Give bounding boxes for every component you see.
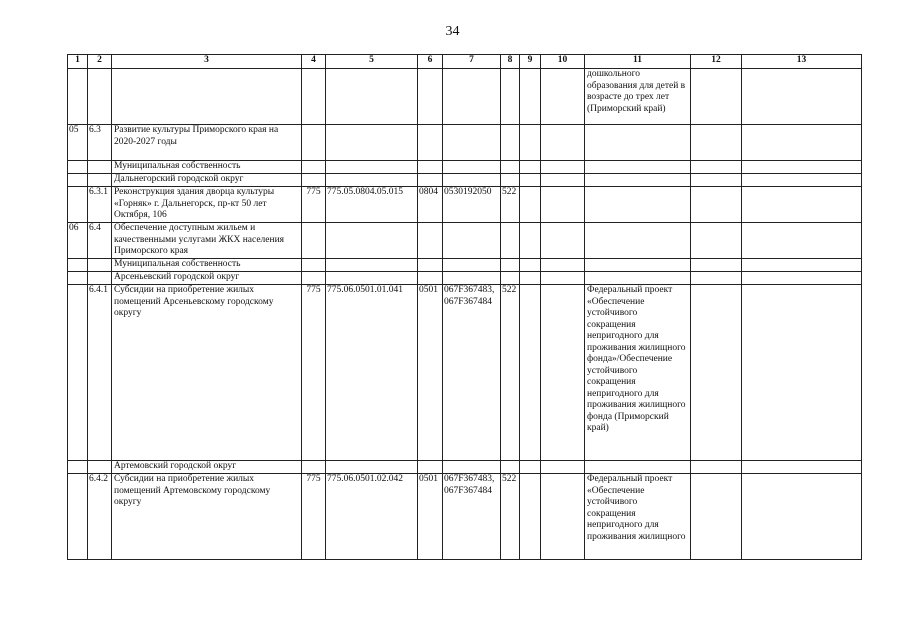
cell-col-12: [691, 474, 742, 560]
cell-col-2: [88, 174, 112, 187]
cell-col-2: [88, 259, 112, 272]
cell-col-2: [88, 272, 112, 285]
cell-col-1: [68, 187, 88, 223]
cell-col-2: 6.3: [88, 125, 112, 161]
cell-col-4: [302, 223, 326, 259]
cell-col-1: [68, 161, 88, 174]
cell-col-7: [443, 69, 501, 125]
cell-col-7: [443, 174, 501, 187]
cell-col-6: 0804: [418, 187, 443, 223]
cell-col-7: 0530192050: [443, 187, 501, 223]
cell-col-4: [302, 69, 326, 125]
cell-col-8: [501, 259, 520, 272]
page-number: 34: [445, 24, 460, 39]
cell-col-3: Муниципальная собственность: [112, 259, 302, 272]
cell-col-2: [88, 69, 112, 125]
cell-col-7: [443, 125, 501, 161]
cell-col-12: [691, 174, 742, 187]
cell-col-2: [88, 461, 112, 474]
cell-col-4: [302, 125, 326, 161]
cell-col-13: [742, 461, 862, 474]
cell-col-10: [541, 125, 585, 161]
cell-col-7: [443, 259, 501, 272]
cell-col-3: Субсидии на приобретение жилых помещений Артемовскому городскому округу: [112, 474, 302, 560]
cell-col-1: [68, 272, 88, 285]
cell-col-1: 06: [68, 223, 88, 259]
cell-col-12: [691, 161, 742, 174]
cell-col-12: [691, 285, 742, 461]
cell-col-6: [418, 223, 443, 259]
table-row: [68, 161, 862, 174]
cell-col-5: [326, 272, 418, 285]
cell-col-10: [541, 259, 585, 272]
cell-col-13: [742, 69, 862, 125]
cell-col-3: [112, 69, 302, 125]
col-header: 3: [112, 55, 302, 69]
cell-col-10: [541, 285, 585, 461]
cell-col-5: [326, 223, 418, 259]
cell-col-6: [418, 174, 443, 187]
col-header: 5: [326, 55, 418, 69]
cell-col-5: [326, 174, 418, 187]
cell-col-12: [691, 223, 742, 259]
cell-col-1: 05: [68, 125, 88, 161]
cell-col-3: Артемовский городской округ: [112, 461, 302, 474]
cell-col-10: [541, 272, 585, 285]
cell-col-9: [520, 187, 541, 223]
cell-col-11: Федеральный проект «Обеспечение устойчивого сокращения непригодного для проживания жилищного: [585, 474, 691, 560]
cell-col-6: 0501: [418, 474, 443, 560]
cell-col-7: 067F367483, 067F367484: [443, 285, 501, 461]
cell-col-9: [520, 474, 541, 560]
cell-col-8: [501, 223, 520, 259]
col-header: 8: [501, 55, 520, 69]
cell-col-2: 6.4: [88, 223, 112, 259]
cell-col-6: [418, 69, 443, 125]
cell-col-4: [302, 174, 326, 187]
cell-col-4: 775: [302, 474, 326, 560]
cell-col-11: [585, 223, 691, 259]
cell-col-7: [443, 461, 501, 474]
cell-col-12: [691, 461, 742, 474]
cell-col-7: [443, 161, 501, 174]
cell-col-6: [418, 461, 443, 474]
cell-col-11: [585, 125, 691, 161]
cell-col-13: [742, 174, 862, 187]
cell-col-4: [302, 461, 326, 474]
cell-col-11: [585, 461, 691, 474]
cell-col-8: 522: [501, 285, 520, 461]
cell-col-7: 067F367483, 067F367484: [443, 474, 501, 560]
table-row: [68, 125, 862, 161]
cell-col-8: [501, 125, 520, 161]
cell-col-5: 775.05.0804.05.015: [326, 187, 418, 223]
cell-col-5: [326, 125, 418, 161]
cell-col-3: Арсеньевский городской округ: [112, 272, 302, 285]
cell-col-9: [520, 223, 541, 259]
cell-col-11: [585, 272, 691, 285]
cell-col-6: [418, 259, 443, 272]
cell-col-9: [520, 259, 541, 272]
col-header: 2: [88, 55, 112, 69]
cell-col-12: [691, 69, 742, 125]
cell-col-10: [541, 223, 585, 259]
cell-col-10: [541, 474, 585, 560]
table-row: [68, 474, 862, 560]
table-row: [68, 272, 862, 285]
col-header: 10: [541, 55, 585, 69]
cell-col-11: [585, 174, 691, 187]
cell-col-1: [68, 461, 88, 474]
cell-col-1: [68, 174, 88, 187]
cell-col-13: [742, 474, 862, 560]
cell-col-8: [501, 461, 520, 474]
cell-col-3: Субсидии на приобретение жилых помещений Арсеньевскому городскому округу: [112, 285, 302, 461]
cell-col-5: [326, 461, 418, 474]
cell-col-5: [326, 69, 418, 125]
cell-col-8: [501, 174, 520, 187]
cell-col-11: Федеральный проект «Обеспечение устойчивого сокращения непригодного для проживания жилищного фонда»/Обеспечение устойчивого сокращения непригодного для проживания жилищного фонда (Приморский край): [585, 285, 691, 461]
cell-col-6: [418, 125, 443, 161]
table-row: [68, 69, 862, 125]
col-header: 13: [742, 55, 862, 69]
cell-col-9: [520, 272, 541, 285]
cell-col-11: дошкольного образования для детей в возрасте до трех лет (Приморский край): [585, 69, 691, 125]
cell-col-13: [742, 161, 862, 174]
cell-col-10: [541, 461, 585, 474]
budget-table: [67, 54, 862, 560]
cell-col-2: [88, 161, 112, 174]
cell-col-4: 775: [302, 285, 326, 461]
cell-col-11: [585, 161, 691, 174]
col-header: 9: [520, 55, 541, 69]
cell-col-2: 6.4.1: [88, 285, 112, 461]
cell-col-13: [742, 125, 862, 161]
cell-col-8: 522: [501, 187, 520, 223]
col-header: 6: [418, 55, 443, 69]
col-header: 1: [68, 55, 88, 69]
cell-col-8: [501, 272, 520, 285]
cell-col-1: [68, 285, 88, 461]
cell-col-6: [418, 161, 443, 174]
cell-col-7: [443, 272, 501, 285]
table-row: [68, 223, 862, 259]
cell-col-12: [691, 272, 742, 285]
cell-col-13: [742, 272, 862, 285]
cell-col-9: [520, 174, 541, 187]
cell-col-7: [443, 223, 501, 259]
cell-col-4: [302, 272, 326, 285]
cell-col-2: 6.4.2: [88, 474, 112, 560]
cell-col-5: [326, 161, 418, 174]
cell-col-5: 775.06.0501.01.041: [326, 285, 418, 461]
cell-col-10: [541, 69, 585, 125]
cell-col-9: [520, 69, 541, 125]
col-header: 11: [585, 55, 691, 69]
cell-col-13: [742, 223, 862, 259]
cell-col-6: 0501: [418, 285, 443, 461]
cell-col-12: [691, 187, 742, 223]
cell-col-2: 6.3.1: [88, 187, 112, 223]
cell-col-1: [68, 474, 88, 560]
cell-col-9: [520, 161, 541, 174]
cell-col-5: [326, 259, 418, 272]
cell-col-10: [541, 174, 585, 187]
cell-col-9: [520, 285, 541, 461]
table-row: [68, 187, 862, 223]
cell-col-4: 775: [302, 187, 326, 223]
cell-col-8: 522: [501, 474, 520, 560]
cell-col-3: Реконструкция здания дворца культуры «Горняк» г. Дальнегорск, пр-кт 50 лет Октября, 106: [112, 187, 302, 223]
table-row: [68, 461, 862, 474]
cell-col-12: [691, 125, 742, 161]
cell-col-1: [68, 259, 88, 272]
cell-col-8: [501, 161, 520, 174]
table-row: [68, 285, 862, 461]
cell-col-4: [302, 259, 326, 272]
cell-col-9: [520, 125, 541, 161]
cell-col-8: [501, 69, 520, 125]
cell-col-4: [302, 161, 326, 174]
cell-col-13: [742, 259, 862, 272]
cell-col-3: Дальнегорский городской округ: [112, 174, 302, 187]
cell-col-13: [742, 285, 862, 461]
cell-col-9: [520, 461, 541, 474]
header-row: [68, 55, 862, 69]
cell-col-1: [68, 69, 88, 125]
cell-col-6: [418, 272, 443, 285]
cell-col-11: [585, 259, 691, 272]
cell-col-3: Развитие культуры Приморского края на 2020-2027 годы: [112, 125, 302, 161]
col-header: 7: [443, 55, 501, 69]
cell-col-13: [742, 187, 862, 223]
cell-col-10: [541, 161, 585, 174]
col-header: 4: [302, 55, 326, 69]
cell-col-12: [691, 259, 742, 272]
col-header: 12: [691, 55, 742, 69]
cell-col-11: [585, 187, 691, 223]
table-row: [68, 174, 862, 187]
cell-col-3: Обеспечение доступным жильем и качественными услугами ЖКХ населения Приморского края: [112, 223, 302, 259]
cell-col-3: Муниципальная собственность: [112, 161, 302, 174]
table-row: [68, 259, 862, 272]
cell-col-10: [541, 187, 585, 223]
cell-col-5: 775.06.0501.02.042: [326, 474, 418, 560]
